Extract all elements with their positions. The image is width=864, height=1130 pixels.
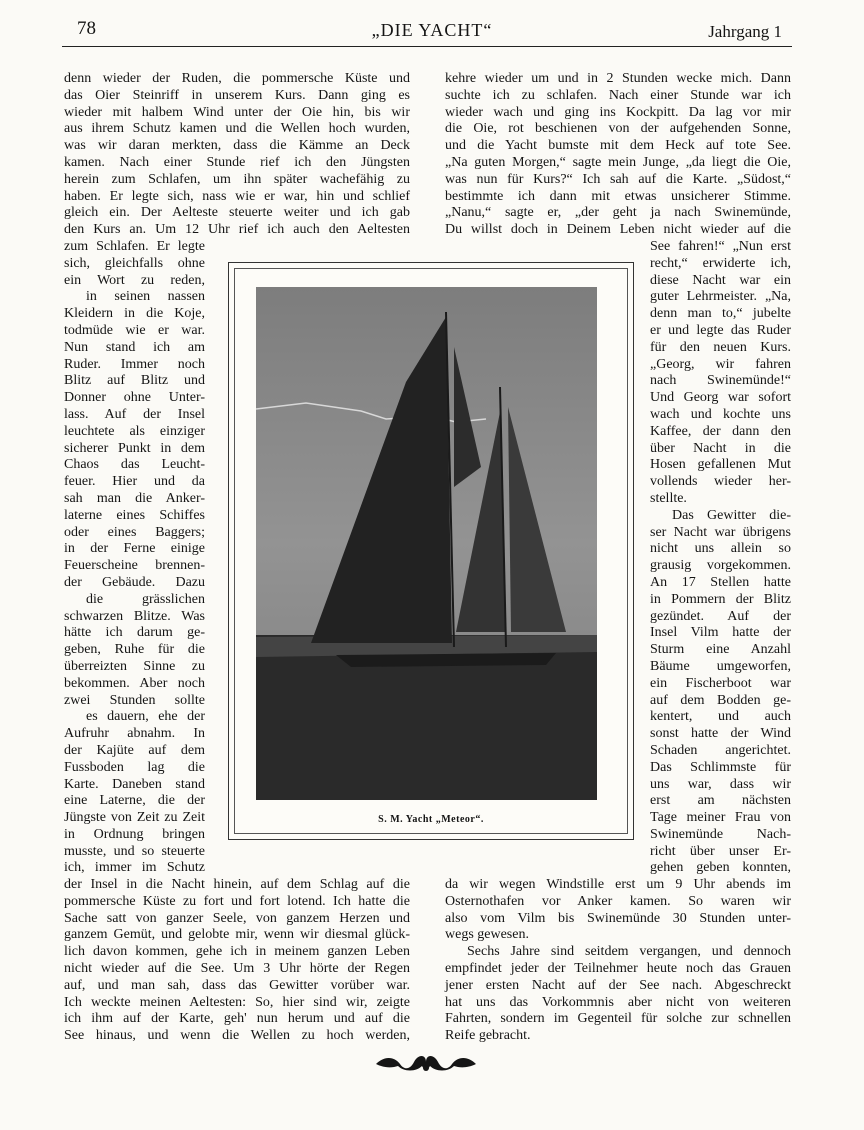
text-line: Swinemünde Nach- [650,826,791,842]
text-line: für den neuen Kurs. [650,339,791,355]
text-line: auf dem Bodden ge- [650,692,791,708]
text-line: die grässlichen [86,591,205,607]
text-line: stellte. [650,490,687,506]
text-line: sonst hatte der Wind [650,726,791,742]
text-line: den Kurs an. Um 12 Uhr rief ich auch den Aeltesten [64,222,410,238]
text-line: Ich weckte meinen Aeltesten: So, hier sind wir, zeigte [64,994,410,1010]
text-line: Schaden angerichtet. [650,742,791,758]
text-line: Kaffee, der dann den [650,423,791,439]
text-line: erst am nächsten [650,793,791,809]
text-line: ich ihm auf der Karte, geh' nun herum und auf die [64,1011,410,1027]
text-line: sah man die Anker- [64,490,205,506]
text-line: ich, immer im Schutz [64,860,205,876]
text-line: die Oie, rot beschienen von der aufgehenden Sonne, [445,121,791,137]
page-number: 78 [77,18,96,39]
text-line: Das Schlimmste für [650,759,791,775]
text-line: in seinen nassen [86,289,205,305]
text-line: hat uns das Vorkommnis aber nicht von weiteren [445,994,791,1010]
text-line: Ruder. Immer noch [64,356,205,372]
text-line: da wir wegen Windstille erst um 9 Uhr abends im [445,877,791,892]
text-line: Das Gewitter die- [672,507,791,523]
text-line: Und Georg war sofort [650,390,791,406]
text-line: See fahren!“ „Nun erst [650,239,791,254]
text-line: Aufruhr abnahm. In [64,726,205,742]
text-line: suchte ich zu schlafen. Nach einer Stunde war ich [445,87,791,103]
text-line: guter Lehrmeister. „Na, [650,289,791,305]
text-line: nicht wieder auf die See. Um 3 Uhr hörte der Regen [64,960,410,976]
text-line: bestimmte ich dann mit etwas unsicherer Stimme. [445,188,791,204]
text-line: es dauern, ehe der [86,709,205,725]
text-line: empfindet jeder der Teilnehmer heute noch das Grauen [445,960,791,976]
text-line: lich davon kommen, gehe ich in meinem ganzen Leben [64,944,410,960]
text-line: Fussboden lag die [64,759,205,775]
text-line: was nun für Kurs?“ Ich sah auf die Karte. „Südost,“ [445,171,791,187]
text-line: Kleidern in die Koje, [64,306,205,322]
left-column-narrow [64,239,205,877]
text-line: „Georg, wir fahren [650,356,791,372]
text-line: der Insel in die Nacht hinein, auf dem Schlag auf die [64,877,410,892]
right-column-narrow [650,239,791,877]
text-line: uns war, dass wir [650,776,791,792]
text-line: der Gebäude. Dazu [64,574,205,590]
text-line: pommersche Küste zu fort und fort lotend. Ich hatte die [64,893,410,909]
text-line: Hosen gefallenen Mut [650,457,791,473]
text-line: Bäume umgeworfen, [650,658,791,674]
journal-title: „DIE YACHT“ [371,20,493,40]
text-line: sicherer Punkt in dem [64,440,205,456]
text-line: also vom Vilm bis Swinemünde 30 Stunden unter- [445,910,791,926]
text-line: Donner ohne Unter- [64,390,205,406]
text-line: herein zum Schlafen, um ihn später wachefähig zu [64,171,410,187]
text-line: wieder wach und ging ins Kockpitt. Da lag vor mir [445,104,791,120]
text-line: Du willst doch in Deinem Leben nicht wieder auf die [445,222,791,238]
text-line: in Pommern der Blitz [650,591,791,607]
text-line: ganzem Gemüt, und gelobte mir, wenn wir diesmal glück- [64,927,410,943]
header-rule [62,46,792,47]
text-line: lass. Auf der Insel [64,406,205,422]
text-line: gehen geben konnten, [650,860,791,876]
text-line: feuer. Hier und da [64,474,205,490]
text-line: Sache satt von ganzer Seele, von ganzem Herzen und [64,910,410,926]
text-line: ein Wort zu reden, [64,272,205,288]
text-line: gezündet. Auf der [650,608,791,624]
text-line: todmüde wie er war. [64,322,205,338]
text-line: Sturm eine Anzahl [650,642,791,658]
text-line: vollends wieder her- [650,474,791,490]
text-line: und die Yacht bumste mit dem Heck auf tote See. [445,138,791,154]
left-column-top [64,71,410,239]
text-line: richt über unser Er- [650,843,791,859]
text-line: haben. Er legte sich, nass wie er war, hin und schlief [64,188,410,204]
yacht-photo [256,287,597,800]
page-header [0,0,864,50]
text-line: Jüngste von Zeit zu Zeit [64,810,205,826]
text-line: Tage meiner Frau von [650,810,791,826]
text-line: gleich ein. Der Aelteste steuerte weiter und ich gab [64,205,410,221]
text-line: kehre wieder um und in 2 Stunden wecke mich. Dann [445,71,791,86]
text-line: Fahrten, sondern im Gegenteil für solche zur schnellen [445,1011,791,1027]
text-line: das Oier Steinriff in unserem Kurs. Dann ging es [64,87,410,103]
text-line: was wir daran merkten, dass die Kämme an Deck [64,138,410,154]
end-ornament-icon [374,1050,478,1074]
text-line: denn man to,“ jubelte [650,306,791,322]
photo-figure [228,262,634,840]
text-line: schwarzen Blitze. Was [64,608,205,624]
text-line: recht,“ erwiderte ich, [650,255,791,271]
text-line: Chaos das Leucht- [64,457,205,473]
text-line: über Nacht in die [650,440,791,456]
text-line: wach und kochte uns [650,406,791,422]
text-line: überreizten Sinne zu [64,658,205,674]
text-line: der Kajüte auf dem [64,742,205,758]
text-line: in der Ferne einige [64,541,205,557]
text-line: diese Nacht war ein [650,272,791,288]
text-line: Karte. Daneben stand [64,776,205,792]
text-line: See hinaus, und wenn die Wellen zu hoch werden, [64,1028,410,1044]
text-line: Sechs Jahre sind seitdem vergangen, und dennoch [467,944,791,960]
text-line: Nun stand ich am [64,339,205,355]
text-line: geben, Ruhe für die [64,642,205,658]
text-line: grausig vorgekommen. [650,558,791,574]
text-line: wieder mit halbem Wind unter der Oie hin, bis wir [64,104,410,120]
text-line: zum Schlafen. Er legte [64,239,205,254]
text-line: „Na guten Morgen,“ sagte mein Junge, „da liegt die Oie, [445,154,791,170]
text-line: Reife gebracht. [445,1028,531,1044]
text-line: wegs gewesen. [445,927,529,943]
text-line: ser Nacht war übrigens [650,524,791,540]
text-line: bekommen. Aber noch [64,675,205,691]
text-line: jener ersten Nacht auf der See nach. Abgeschreckt [445,977,791,993]
text-line: kamen. Nach einer Stunde rief ich den Jüngsten [64,154,410,170]
text-line: „Nanu,“ sagte er, „der geht ja nach Swinemünde, [445,205,791,221]
text-line: denn wieder der Ruden, die pommersche Küste und [64,71,410,86]
text-line: musste, und so steuerte [64,843,205,859]
right-column-top [445,71,791,239]
text-line: oder eines Baggers; [64,524,205,540]
text-line: er und legte das Ruder [650,322,791,338]
text-line: Osternothafen vor Anker kamen. So waren wir [445,893,791,909]
text-line: laterne eines Schiffes [64,507,205,523]
text-line: auf, und man sah, dass das Gewitter vorüber war. [64,977,410,993]
text-line: Insel Vilm hatte der [650,625,791,641]
text-line: sich, gleichfalls ohne [64,255,205,271]
text-line: aus ihrem Schutz kamen und die Wellen hoch wurden, [64,121,410,137]
right-column-bottom [445,877,791,1045]
text-line: hätte ich darum ge- [64,625,205,641]
text-line: Blitz auf Blitz und [64,373,205,389]
text-line: eine Laterne, die der [64,793,205,809]
text-line: An 17 Stellen hatte [650,574,791,590]
volume-label: Jahrgang 1 [708,22,782,41]
text-line: nicht uns allein so [650,541,791,557]
left-column-bottom [64,877,410,1045]
figure-caption: S. M. Yacht „Meteor“. [378,814,484,825]
text-line: leuchtete als einziger [64,423,205,439]
text-line: Feuerscheine brennen- [64,558,205,574]
text-line: zwei Stunden sollte [64,692,205,708]
text-line: ein Fischerboot war [650,675,791,691]
text-line: kentert, und auch [650,709,791,725]
text-line: in Ordnung bringen [64,826,205,842]
text-line: nach Swinemünde!“ [650,373,791,389]
